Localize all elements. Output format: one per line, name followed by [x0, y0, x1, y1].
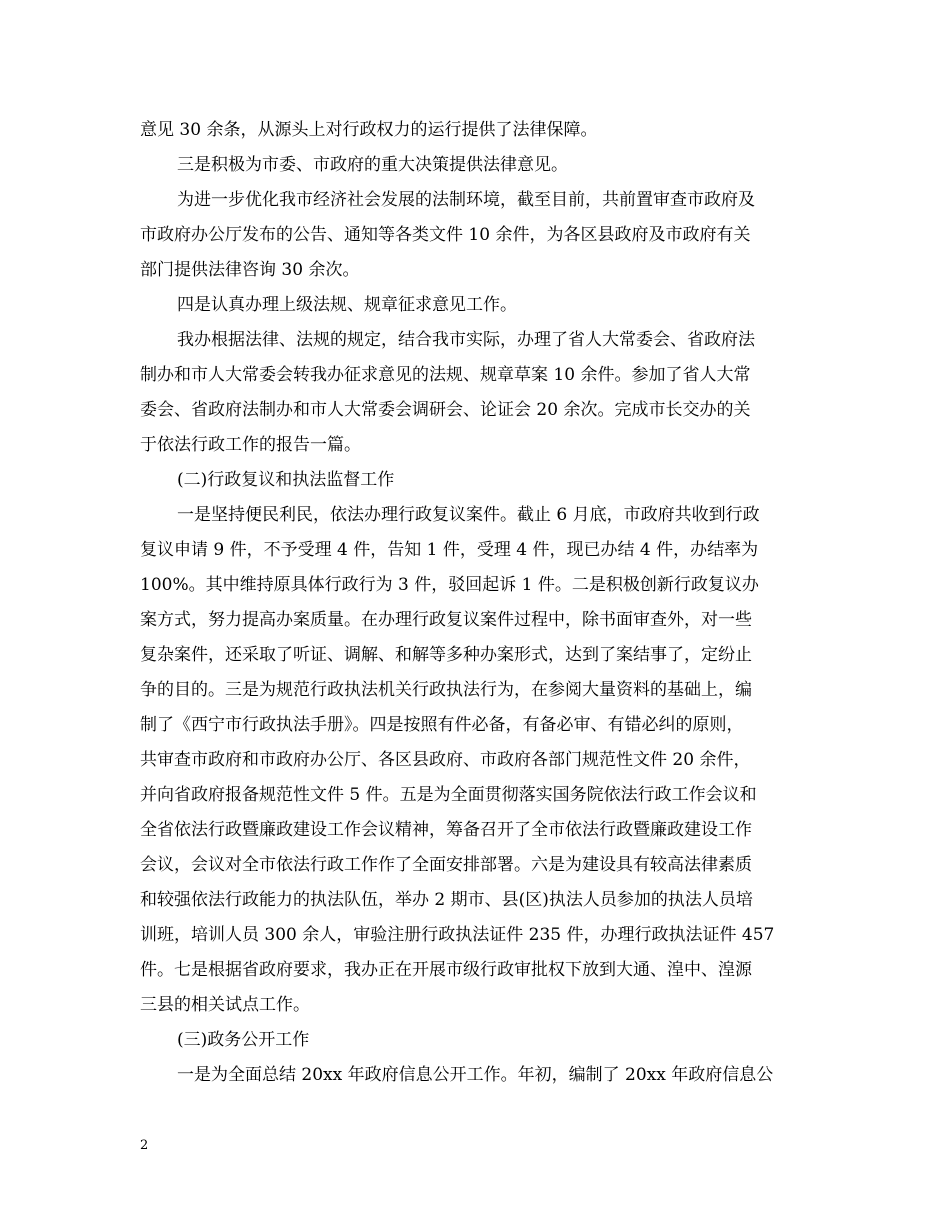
body-text-line: 意见 30 余条，从源头上对行政权力的运行提供了法律保障。	[140, 120, 598, 140]
body-text-line: 100%。其中维持原具体行政行为 3 件，驳回起诉 1 件。二是积极创新行政复议办	[140, 575, 759, 595]
body-text-line: 于依法行政工作的报告一篇。	[140, 435, 361, 455]
body-text-line: 三县的相关试点工作。	[140, 995, 310, 1015]
body-text-line: 部门提供法律咨询 30 余次。	[140, 260, 360, 280]
page-number: 2	[140, 1138, 149, 1153]
body-text-line: 复杂案件，还采取了听证、调解、和解等多种办案形式，达到了案结事了，定纷止	[140, 645, 752, 665]
body-text-line: 件。七是根据省政府要求，我办正在开展市级行政审批权下放到大通、湟中、湟源	[140, 960, 752, 980]
body-text-line: 制了《西宁市行政执法手册》。四是按照有件必备，有备必审、有错必纠的原则，	[140, 715, 744, 735]
body-text-line: 全省依法行政暨廉政建设工作会议精神，筹备召开了全市依法行政暨廉政建设工作	[140, 820, 752, 840]
body-text-line: 三是积极为市委、市政府的重大决策提供法律意见。	[177, 155, 568, 175]
body-text-line: 和较强依法行政能力的执法队伍，举办 2 期市、县(区)执法人员参加的执法人员培	[140, 890, 753, 910]
body-text-line: 争的目的。三是为规范行政执法机关行政执法行为，在参阅大量资料的基础上，编	[140, 680, 752, 700]
body-text-line: 为进一步优化我市经济社会发展的法制环境，截至目前，共前置审查市政府及	[177, 190, 755, 210]
section-heading: (二)行政复议和执法监督工作	[177, 470, 395, 490]
body-text-line: 四是认真办理上级法规、规章征求意见工作。	[177, 295, 517, 315]
body-text-line: 训班，培训人员 300 余人，审验注册行政执法证件 235 件，办理行政执法证件 457	[140, 925, 775, 945]
section-heading: (三)政务公开工作	[177, 1030, 310, 1050]
body-text-line: 一是坚持便民利民，依法办理行政复议案件。截止 6 月底，市政府共收到行政	[177, 505, 760, 525]
body-text-line: 一是为全面总结 20xx 年政府信息公开工作。年初，编制了 20xx 年政府信息公	[177, 1065, 774, 1085]
body-text-line: 市政府办公厅发布的公告、通知等各类文件 10 余件，为各区县政府及市政府有关	[140, 225, 751, 245]
body-text-line: 制办和市人大常委会转我办征求意见的法规、规章草案 10 余件。参加了省人大常	[140, 365, 751, 385]
body-text-line: 共审查市政府和市政府办公厅、各区县政府、市政府各部门规范性文件 20 余件，	[140, 750, 751, 770]
body-text-line: 案方式，努力提高办案质量。在办理行政复议案件过程中，除书面审查外，对一些	[140, 610, 752, 630]
body-text-line: 会议，会议对全市依法行政工作作了全面安排部署。六是为建设具有较高法律素质	[140, 855, 752, 875]
body-text-line: 委会、省政府法制办和市人大常委会调研会、论证会 20 余次。完成市长交办的关	[140, 400, 751, 420]
body-text-line: 复议申请 9 件，不予受理 4 件，告知 1 件，受理 4 件，现已办结 4 件，办结率为	[140, 540, 759, 560]
body-text-line: 我办根据法律、法规的规定，结合我市实际，办理了省人大常委会、省政府法	[177, 330, 755, 350]
body-text-line: 并向省政府报备规范性文件 5 件。五是为全面贯彻落实国务院依法行政工作会议和	[140, 785, 757, 805]
